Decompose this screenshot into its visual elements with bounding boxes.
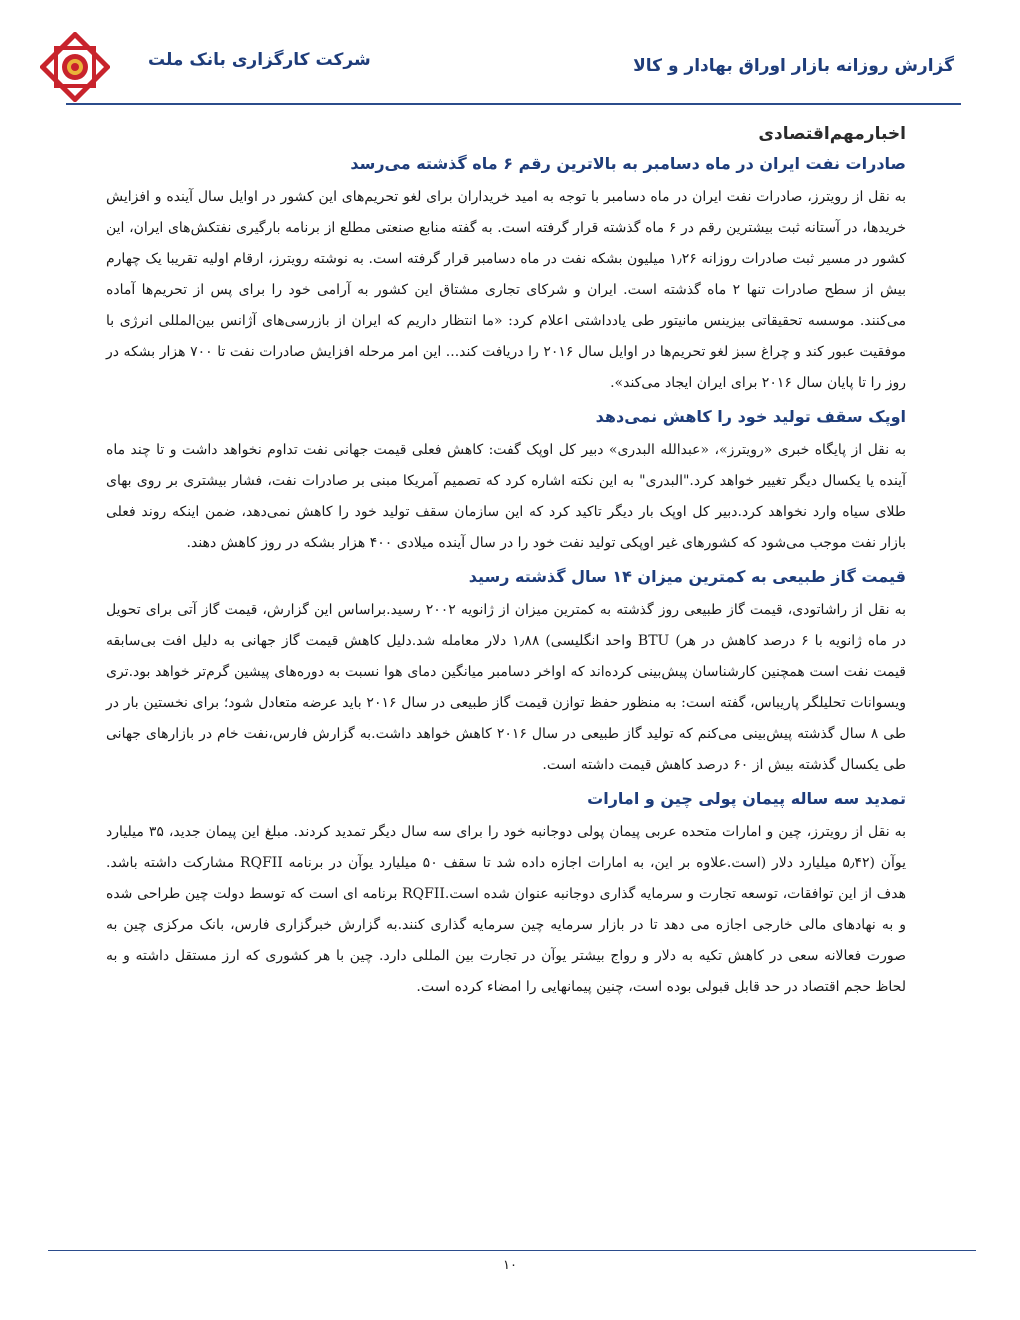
article-body: به نقل از پایگاه خبری «رویترز»، «عبدالله البدری» دبیر کل اوپک گفت: کاهش فعلی قیمت جهانی نفت تداوم نخواهد داشت و تا چند ماه آینده یا یکسال دیگر تغییر خواهد کرد."البدری" به این نکته اشاره کرد که تصمیم آمریکا مبنی بر صادرات نفت، فشار بیشتری بر روی بهای طلای سیاه وارد نخواهد کرد.دبیر کل اوپک بار دیگر تاکید کرد که این سازمان سقف تولید خود را کاهش نمی‌دهد، ضمن اینکه روند فعلی بازار نفت موجب می‌شود که کشورهای غیر اوپکی تولید نفت خود را در سال آینده میلادی ۴۰۰ هزار بشکه در روز کاهش دهند. bbox=[106, 442, 906, 551]
article-body: به نقل از راشاتودی، قیمت گاز طبیعی روز گذشته به کمترین میزان از ژانویه ۲۰۰۲ رسید.براساس این گزارش، قیمت گاز آتی برای تحویل در ماه ژانویه با ۶ درصد کاهش در هر) BTU واحد انگلیسی) ۱٫۸۸ دلار معامله شد.دلیل کاهش قیمت گاز جهانی به دلیل افت بی‌سابقه قیمت نفت است همچنین کارشناسان پیش‌بینی کرده‌اند که اواخر دسامبر میانگین دمای هوا نسبت به دوره‌های پیشین گرم‌تر خواهد بود.تری ویسوانات تحلیلگر پاریباس، گفته است: به منظور حفظ توازن قیمت گاز طبیعی در سال ۲۰۱۶ باید عرضه متعادل شود؛ برای نخستین بار در طی ۸ سال گذشته پیش‌بینی می‌کنم که تولید گاز طبیعی در سال ۲۰۱۶ کاهش خواهد داشت.به گزارش فارس،نفت خام در بازارهای جهانی طی یکسال گذشته بیش از ۶۰ درصد کاهش قیمت داشته است. bbox=[106, 602, 907, 773]
article-4 bbox=[106, 785, 906, 1003]
article-1 bbox=[106, 150, 906, 399]
header-divider bbox=[66, 103, 961, 105]
article-title: اوپک سقف تولید خود را کاهش نمی‌دهد bbox=[595, 407, 906, 426]
page-header bbox=[0, 0, 1020, 110]
article-title: صادرات نفت ایران در ماه دسامبر به بالاترین رقم ۶ ماه گذشته می‌رسد bbox=[350, 154, 906, 173]
article-title: قیمت گاز طبیعی به کمترین میزان ۱۴ سال گذشته رسید bbox=[468, 567, 906, 586]
footer-divider bbox=[48, 1250, 976, 1251]
section-label: اخبارمهم‌اقتصادی bbox=[758, 124, 906, 144]
company-name: شرکت کارگزاری بانک ملت bbox=[148, 50, 371, 70]
article-body: به نقل از رویترز، چین و امارات متحده عربی پیمان پولی دوجانبه خود را برای سه سال دیگر تمدید کردند. مبلغ این پیمان جدید، ۳۵ میلیارد یوآن (۵٫۴۲ میلیارد دلار (است.علاوه بر این، به امارات اجازه داده شد تا سقف ۵۰ میلیارد یوآن در برنامه RQFII مشارکت داشته باشد. هدف از این توافقات، توسعه تجارت و سرمایه گذاری دوجانبه عنوان شده است.RQFII برنامه ای است که توسط دولت چین طراحی شده و به نهادهای مالی خارجی اجازه می دهد تا در بازار سرمایه چین سرمایه گذاری کنند.به گزارش خبرگزاری فارس، بانک مرکزی چین به صورت فعالانه سعی در کاهش تکیه به دلار و رواج بیشتر یوآن در تجارت بین المللی دارد. چین با هر کشوری که ارز مستقل داشته و به لحاظ حجم اقتصاد در حد قابل قبولی بوده است، چنین پیمانهایی را امضاء کرده است. bbox=[106, 824, 907, 995]
report-title: گزارش روزانه بازار اوراق بهادار و کالا bbox=[633, 56, 954, 76]
page-content bbox=[106, 118, 906, 1003]
article-title: تمدید سه ساله پیمان پولی چین و امارات bbox=[587, 789, 906, 808]
article-3 bbox=[106, 563, 906, 781]
bank-mellat-logo-icon bbox=[40, 32, 110, 102]
page-number: ۱۰ bbox=[503, 1258, 517, 1273]
article-2 bbox=[106, 403, 906, 559]
article-body: به نقل از رویترز، صادرات نفت ایران در ماه دسامبر با توجه به امید خریداران برای لغو تحریم‌های این کشور در اوایل سال آینده و افزایش خریدها، در آستانه ثبت بیشترین رقم در ۶ ماه گذشته قرار گرفته است. به گفته منابع صنعتی مطلع از برنامه بارگیری نفتکش‌های ایران، این کشور در مسیر ثبت صادرات روزانه ۱٫۲۶ میلیون بشکه نفت در ماه دسامبر قرار گرفته است. به نوشته رویترز، ارقام اولیه تقریبا یک چهارم بیش از سطح صادرات تنها ۲ ماه گذشته است. ایران و شرکای تجاری مشتاق این کشور به آرامی خود را برای پس از تحریم‌ها آماده می‌کنند. موسسه تحقیقاتی بیزینس مانیتور طی یادداشتی اعلام کرد: «ما انتظار داریم که ایران از بازرسی‌های آژانس بین‌المللی انرژی با موفقیت عبور کند و چراغ سبز لغو تحریم‌ها در اوایل سال ۲۰۱۶ را دریافت کند... این امر مرحله افزایش صادرات نفت تا ۷۰۰ هزار بشکه در روز را تا پایان سال ۲۰۱۶ برای ایران ایجاد می‌کند». bbox=[106, 189, 906, 391]
